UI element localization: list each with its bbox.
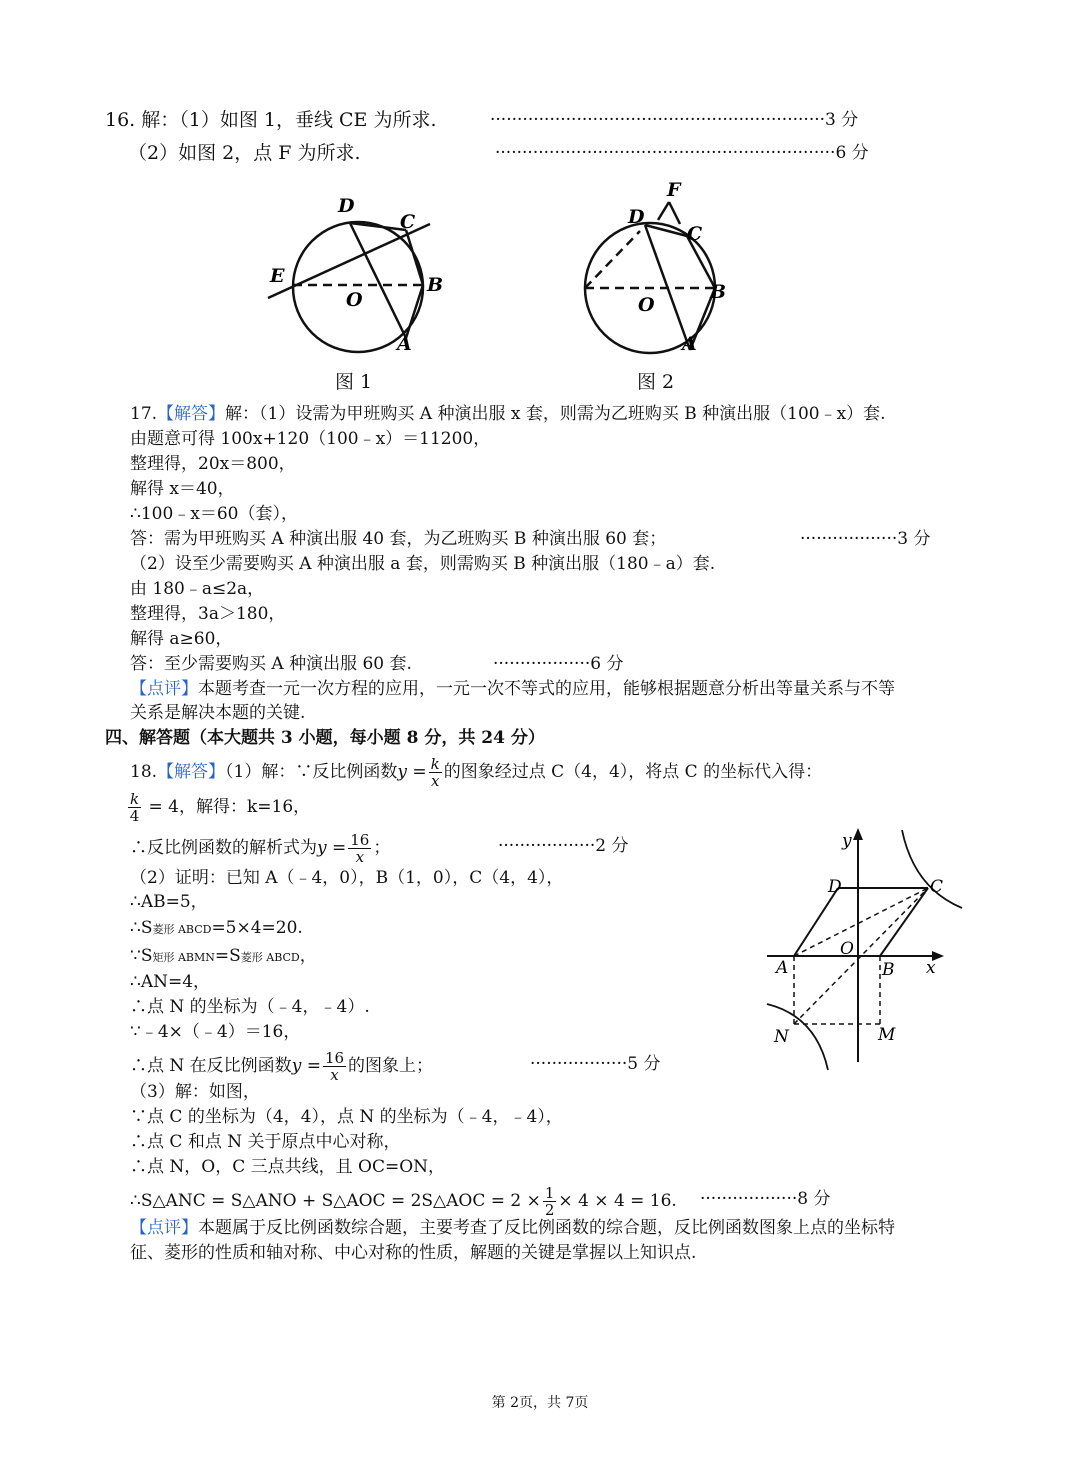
svg-text:B: B (427, 274, 444, 296)
q18-line11: ∴点 N 在反比例函数y = $\frac{16}{x}$ 的图象上； (130, 1049, 434, 1084)
q17-line9: 整理得，3a＞180， (130, 604, 286, 624)
svg-text:O: O (638, 294, 655, 316)
q17-line6: 答：需为甲班购买 A 种演出服 40 套，为乙班购买 B 种演出服 60 套； (130, 529, 667, 549)
q18-line5: ∴AB=5， (130, 892, 208, 912)
q17-score2: ··················6 分 (493, 654, 624, 674)
section-4-header: 四、解答题（本大题共 3 小题，每小题 8 分，共 24 分） (105, 728, 545, 748)
q17-line7: （2）设至少需要购买 A 种演出服 a 套，则需购买 B 种演出服（180﹣a）套. (130, 554, 716, 574)
q17-comment2: 关系是解决本题的关键. (130, 703, 306, 723)
q17-line2: 由题意可得 100x+120（100﹣x）＝11200， (130, 429, 491, 449)
line-ce (268, 224, 430, 298)
q18-line1: 18.【解答】（1）解：∵反比例函数y = $\frac{k}{x}$ 的图象经过点 C（4，4），将点 C 的坐标代入得： (130, 755, 823, 790)
q18-line14: ∴点 C 和点 N 关于原点中心对称， (130, 1132, 401, 1152)
q18-score3: ··················8 分 (700, 1189, 831, 1209)
figure-1-caption: 图 1 (335, 371, 373, 393)
q16-line2: （2）如图 2，点 F 为所求. (128, 142, 361, 164)
q18-line6: ∴S菱形 ABCD=5×4=20. (130, 918, 303, 938)
svg-text:B: B (710, 281, 727, 303)
svg-text:O: O (346, 289, 363, 311)
q18-line7: ∵S矩形 ABMN=S菱形 ABCD， (130, 946, 317, 966)
svg-text:F: F (667, 179, 681, 201)
svg-text:x: x (926, 958, 936, 978)
svg-text:A: A (682, 333, 697, 355)
svg-text:A: A (776, 958, 789, 978)
q18-coordinate-graph (762, 826, 968, 1070)
q18-comment2: 征、菱形的性质和轴对称、中心对称的性质，解题的关键是掌握以上知识点. (130, 1243, 697, 1263)
svg-text:y: y (842, 831, 852, 851)
svg-text:C: C (687, 223, 703, 245)
q18-line12: （3）解：如图， (130, 1082, 260, 1102)
svg-text:C: C (930, 877, 944, 897)
q18-line8: ∴AN=4， (130, 972, 211, 992)
svg-text:O: O (840, 939, 854, 959)
chord-da (350, 223, 406, 338)
svg-text:D: D (628, 206, 645, 228)
svg-text:D: D (828, 877, 842, 897)
figure-2-circle (570, 178, 740, 363)
q17-score1: ··················3 分 (800, 529, 931, 549)
q17-line5: ∴100﹣x＝60（套）， (130, 504, 298, 524)
svg-text:C: C (400, 211, 416, 233)
svg-text:E: E (270, 265, 285, 287)
q18-score2: ··················5 分 (530, 1054, 661, 1074)
q18-line13: ∵点 C 的坐标为（4，4），点 N 的坐标为（﹣4，﹣4）， (130, 1107, 563, 1127)
q17-line8: 由 180﹣a≤2a， (130, 579, 265, 599)
svg-text:N: N (774, 1027, 789, 1047)
figure-1-circle (260, 190, 460, 360)
svg-text:D: D (338, 195, 355, 217)
q18-line10: ∵﹣4×（﹣4）＝16， (130, 1022, 301, 1042)
q18-comment1: 【点评】本题属于反比例函数综合题，主要考查了反比例函数的综合题，反比例函数图象上点的坐标特 (130, 1218, 895, 1238)
page-footer: 第 2页，共 7页 (491, 1395, 589, 1411)
q18-line4: （2）证明：已知 A（﹣4，0），B（1，0），C（4，4）， (130, 868, 564, 888)
svg-text:M: M (878, 1025, 896, 1045)
figure-2-caption: 图 2 (637, 371, 675, 393)
svg-text:B: B (882, 960, 895, 980)
q18-line9: ∴点 N 的坐标为（﹣4，﹣4）. (130, 997, 370, 1017)
svg-text:A: A (397, 333, 412, 355)
q16-line1: 16. 解：（1）如图 1，垂线 CE 为所求. (105, 109, 437, 131)
q17-line1: 17.【解答】解：（1）设需为甲班购买 A 种演出服 x 套，则需为乙班购买 B 种演出服（100﹣x）套. (130, 404, 886, 424)
q16-score2: ·······························································6 分 (495, 143, 869, 163)
q17-line4: 解得 x＝40， (130, 479, 235, 499)
q17-line3: 整理得，20x＝800， (130, 454, 296, 474)
q18-line15: ∴点 N，O，C 三点共线，且 OC=ON， (130, 1157, 446, 1177)
q18-line3: ∴反比例函数的解析式为y = $\frac{16}{x}$ ； (130, 831, 391, 866)
q17-line10: 解得 a≥60， (130, 629, 233, 649)
q16-score1: ······························································3 分 (490, 110, 859, 130)
q18-line16: ∴S△ANC = S△ANO + S△AOC = 2S△AOC = 2 × $\frac{1}{2}$ × 4 × 4 = 16. (130, 1184, 677, 1219)
q18-line2: $\frac{k}{4}$ = 4，解得：k=16， (129, 790, 311, 825)
q18-score1: ··················2 分 (498, 836, 629, 856)
q17-comment1: 【点评】本题考查一元一次方程的应用，一元一次不等式的应用，能够根据题意分析出等量关系与不等 (130, 679, 895, 699)
q17-line11: 答：至少需要购买 A 种演出服 60 套. (130, 654, 412, 674)
